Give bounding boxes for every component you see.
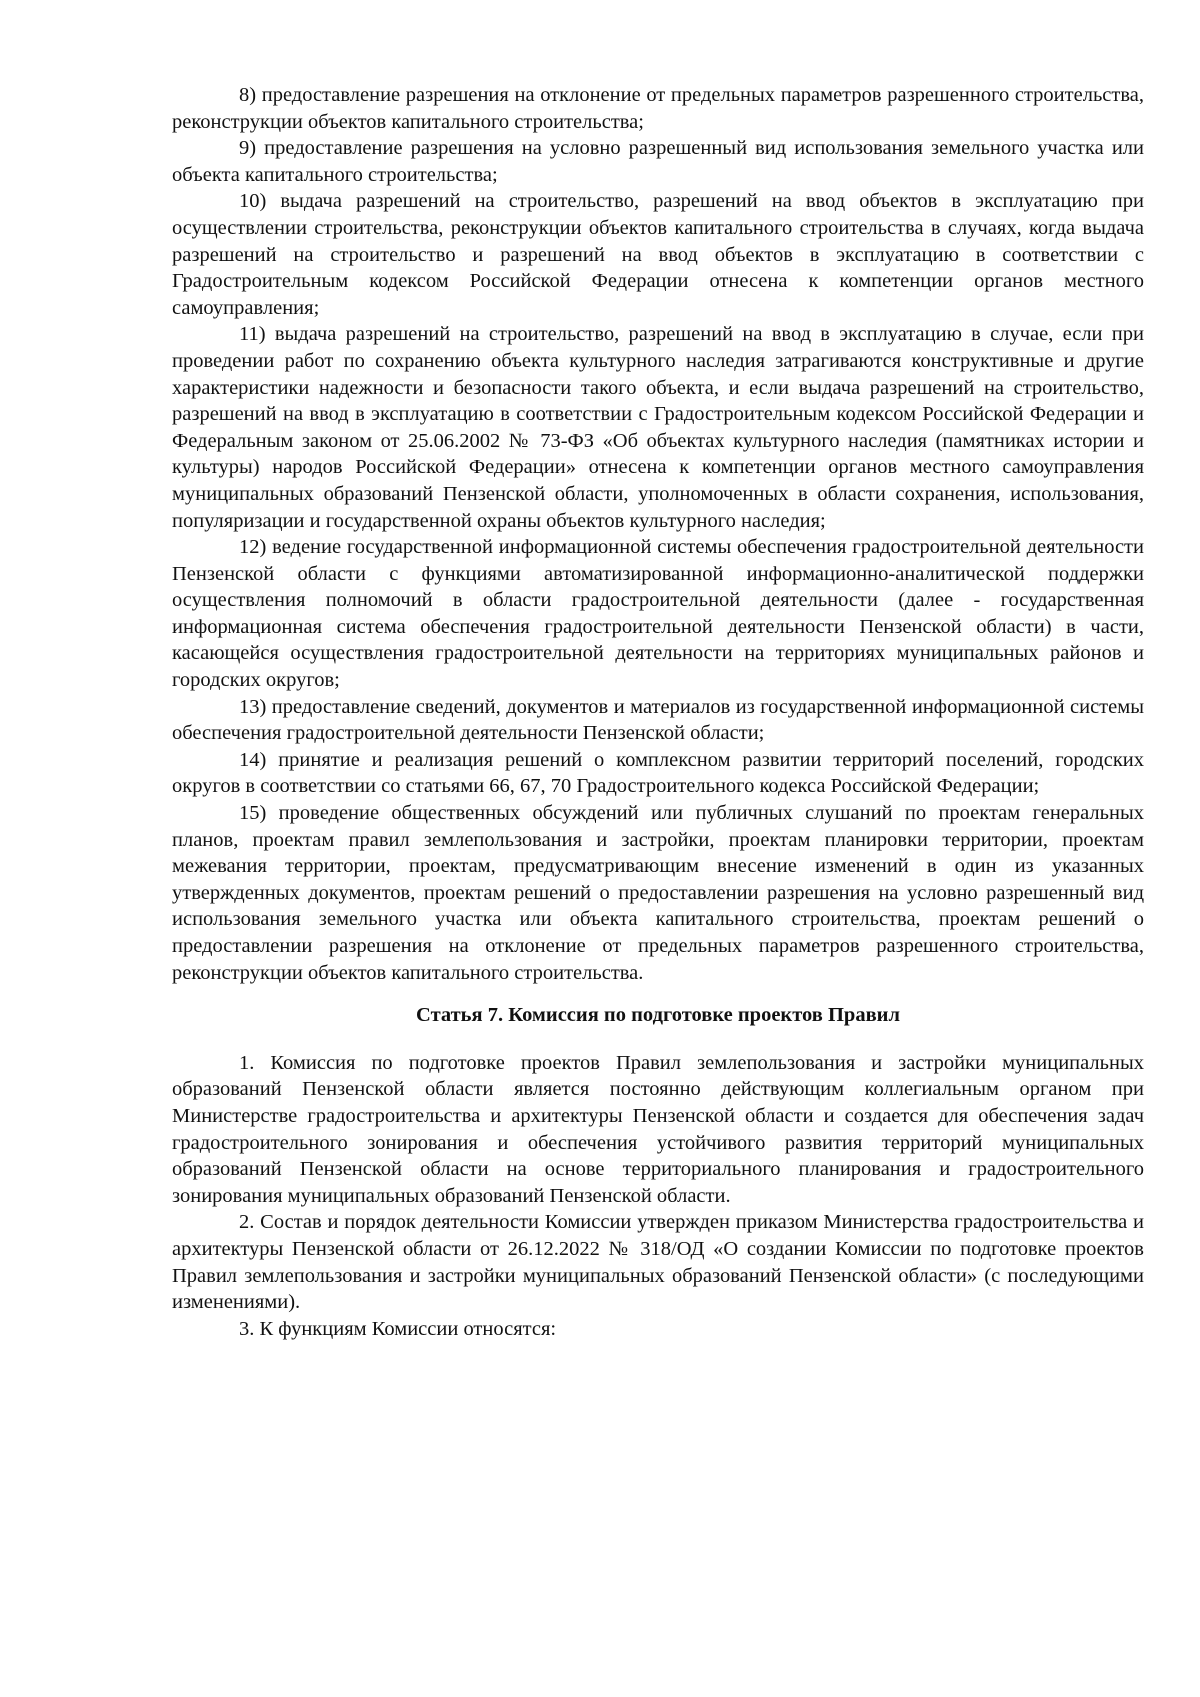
list-item-13: 13) предоставление сведений, документов и материалов из государственной информационной системы обеспечения градостроительной деятельности Пензенской области;	[172, 695, 1144, 745]
article-heading: Статья 7. Комиссия по подготовке проектов Правил	[416, 1004, 900, 1027]
list-item-8: 8) предоставление разрешения на отклонение от предельных параметров разрешенного строительства, реконструкции объектов капитального строительства;	[172, 84, 1144, 133]
article-clause-3: 3. К функциям Комиссии относятся:	[239, 1317, 557, 1340]
list-item-12: 12) ведение государственной информационной системы обеспечения градостроительной деятельности Пензенской области с функциями автоматизированной информационно-аналитической поддержки осуществления полномочий в области градостроительной деятельности (далее - государственная информационная система обеспечения градостроительной деятельности Пензенской области) в части, касающейся осуществления градостроительной деятельности на территориях муниципальных районов и городских округов;	[172, 536, 1144, 692]
list-item-9: 9) предоставление разрешения на условно разрешенный вид использования земельного участка или объекта капитального строительства;	[172, 137, 1144, 186]
article-clause-2: 2. Состав и порядок деятельности Комиссии утвержден приказом Министерства градостроительства и архитектуры Пензенской области от 26.12.2022 № 318/ОД «О создании Комиссии по подготовке проектов Правил землепользования и застройки муниципальных образований Пензенской области» (с последующими изменениями).	[172, 1211, 1144, 1314]
article-clause-1: 1. Комиссия по подготовке проектов Правил землепользования и застройки муниципальных образований Пензенской области является постоянно действующим коллегиальным органом при Министерстве градостроительства и архитектуры Пензенской области и создается для обеспечения задач градостроительного зонирования и обеспечения устойчивого развития территорий муниципальных образований Пензенской области на основе территориального планирования и градостроительного зонирования муниципальных образований Пензенской области.	[172, 1051, 1144, 1207]
list-item-15: 15) проведение общественных обсуждений или публичных слушаний по проектам генеральных планов, проектам правил землепользования и застройки, проектам планировки территории, проектам межевания территории, проектам, предусматривающим внесение изменений в один из указанных утвержденных документов, проектам решений о предоставлении разрешения на условно разрешенный вид использования земельного участка или объекта капитального строительства, проектам решений о предоставлении разрешения на отклонение от предельных параметров разрешенного строительства, реконструкции объектов капитального строительства.	[172, 802, 1144, 984]
list-item-10: 10) выдача разрешений на строительство, разрешений на ввод объектов в эксплуатацию при осуществлении строительства, реконструкции объектов капитального строительства в случаях, когда выдача разрешений на строительство и разрешений на ввод объектов в эксплуатацию в соответствии с Градостроительным кодексом Российской Федерации отнесена к компетенции органов местного самоуправления;	[172, 190, 1144, 319]
list-item-11: 11) выдача разрешений на строительство, разрешений на ввод в эксплуатацию в случае, если при проведении работ по сохранению объекта культурного наследия затрагиваются конструктивные и другие характеристики надежности и безопасности такого объекта, и если выдача разрешений на строительство, разрешений на ввод в эксплуатацию в соответствии с Градостроительным кодексом Российской Федерации и Федеральным законом от 25.06.2002 № 73-ФЗ «Об объектах культурного наследия (памятниках истории и культуры) народов Российской Федерации» отнесена к компетенции органов местного самоуправления муниципальных образований Пензенской области, уполномоченных в области сохранения, использования, популяризации и государственной охраны объектов культурного наследия;	[172, 323, 1144, 532]
document-body	[172, 82, 1144, 1342]
list-item-14: 14) принятие и реализация решений о комплексном развитии территорий поселений, городских округов в соответствии со статьями 66, 67, 70 Градостроительного кодекса Российской Федерации;	[172, 748, 1144, 798]
